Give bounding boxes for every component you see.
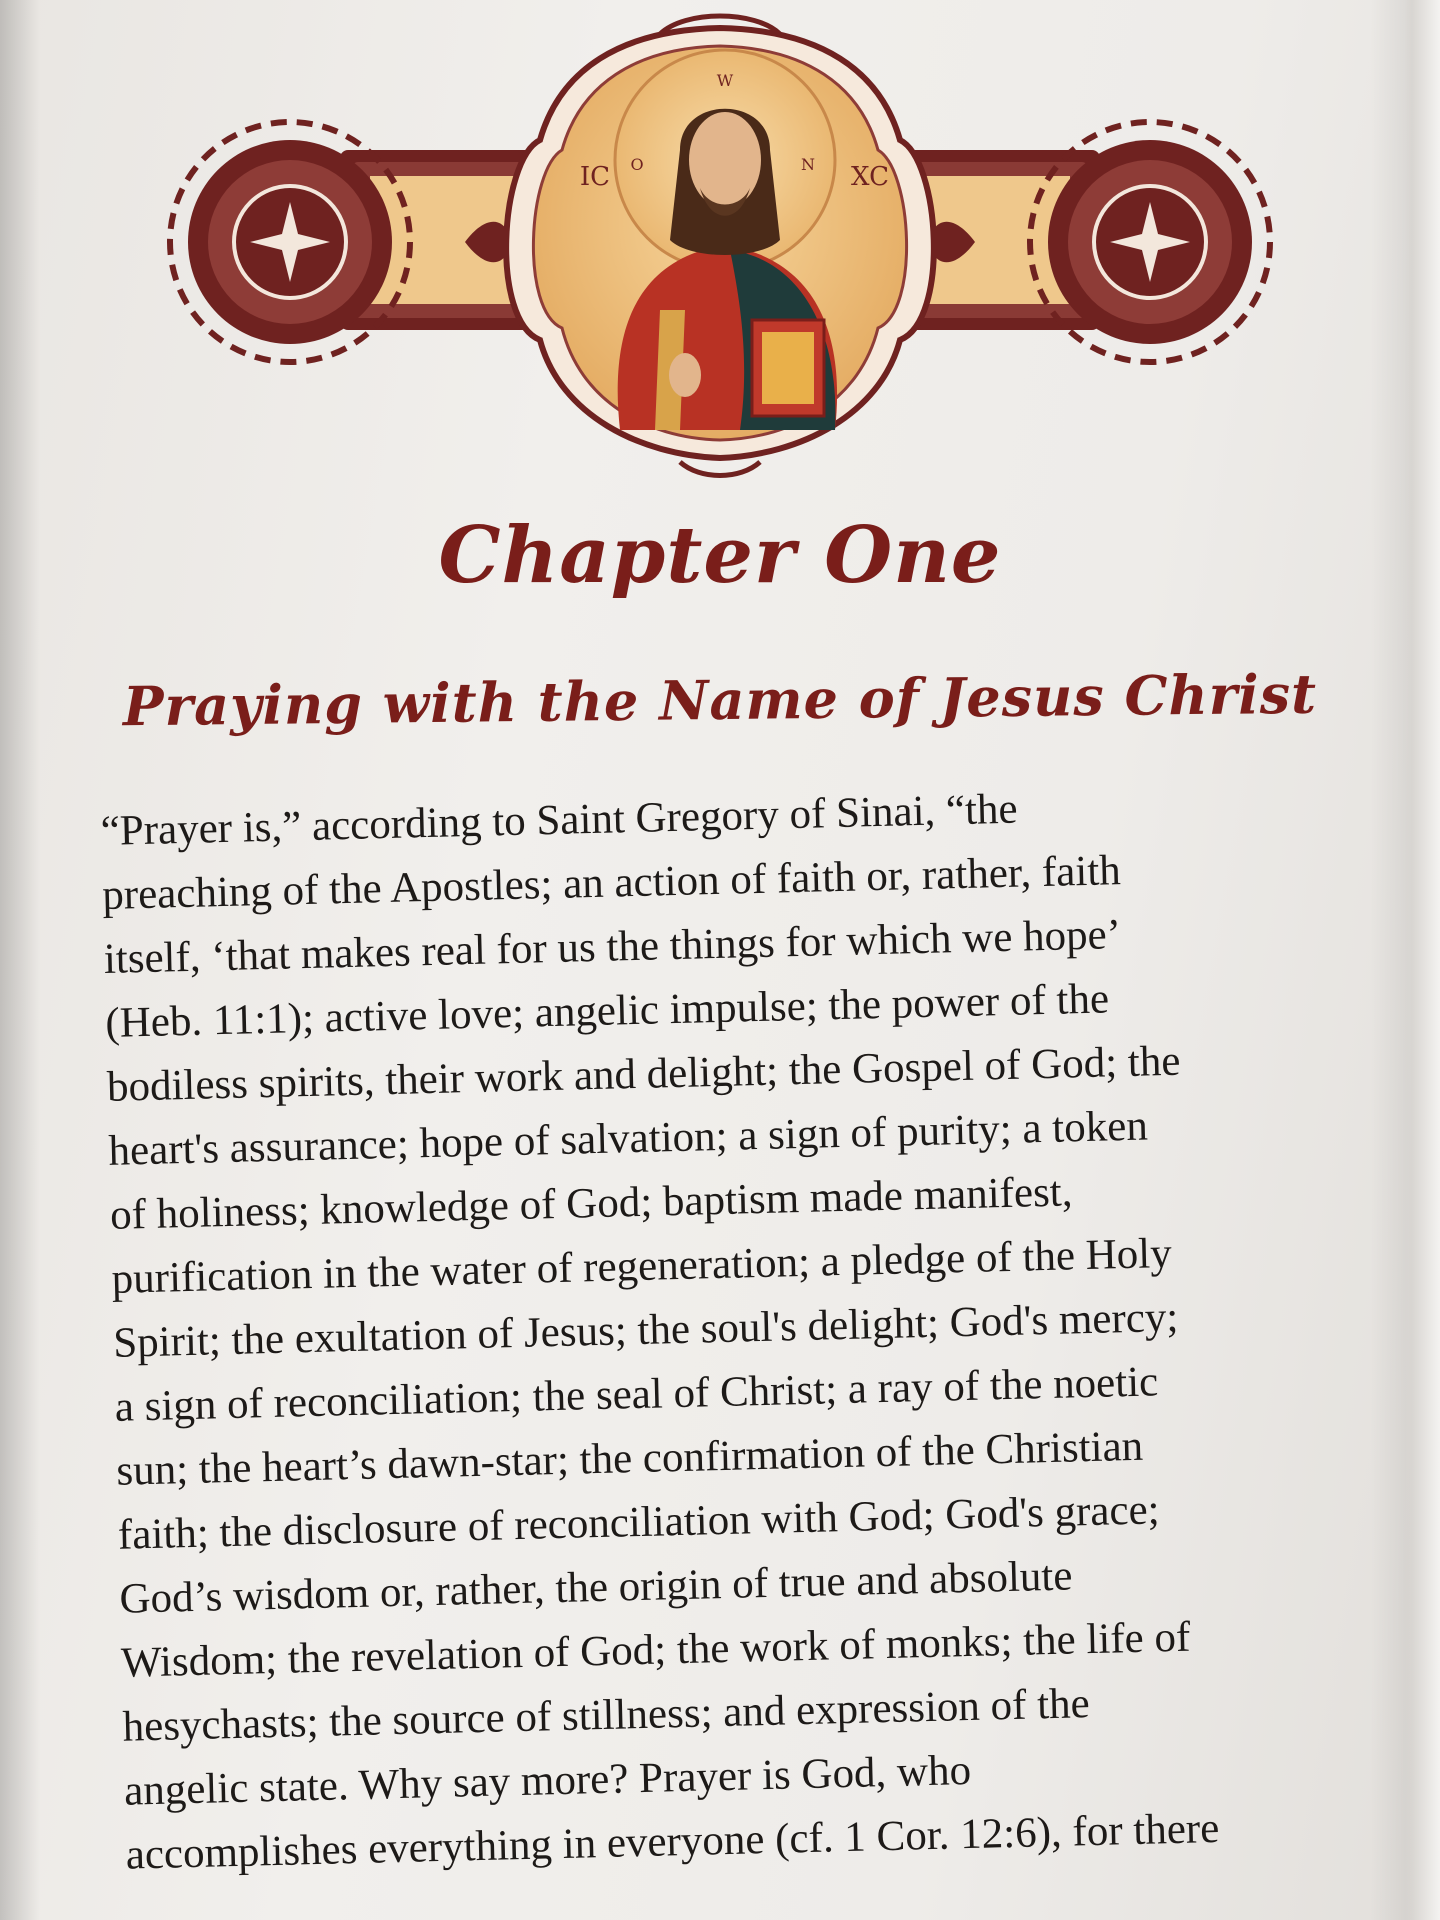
body-line: God’s wisdom or, rather, the origin of true and absolute — [118, 1552, 1073, 1623]
body-line: (Heb. 11:1); active love; angelic impulse; the power of the — [104, 975, 1110, 1047]
body-line: preaching of the Apostles; an action of faith or, rather, faith — [101, 847, 1122, 919]
body-line: Wisdom; the revelation of God; the work of monks; the life of — [120, 1613, 1191, 1687]
halo-top-letter: W — [716, 71, 734, 90]
body-line: angelic state. Why say more? Prayer is God, who — [123, 1747, 972, 1815]
chapter-subtitle: Praying with the Name of Jesus Christ — [122, 661, 1318, 739]
body-line: Spirit; the exultation of Jesus; the soul's delight; God's mercy; — [112, 1293, 1179, 1367]
body-line: of holiness; knowledge of God; baptism made manifest, — [109, 1168, 1073, 1239]
chapter-title: Chapter One — [438, 510, 1002, 601]
body-line: accomplishes everything in everyone (cf. 1 Cor. 12:6), for there — [125, 1804, 1220, 1879]
body-line: hesychasts; the source of stillness; and expression of the — [122, 1680, 1091, 1751]
right-inscription: XC — [851, 162, 889, 192]
body-line: “Prayer is,” according to Saint Gregory of Sinai, “the — [100, 785, 1019, 855]
body-text — [100, 768, 1416, 1887]
icon-ornament-header — [140, 10, 1300, 480]
body-line: itself, ‘that makes real for us the things for which we hope’ — [103, 911, 1122, 983]
left-inscription: IC — [579, 162, 611, 192]
body-line: sun; the heart’s dawn-star; the confirmation of the Christian — [115, 1422, 1144, 1495]
body-line: purification in the water of regeneration; a pledge of the Holy — [111, 1229, 1173, 1303]
halo-left-letter: O — [630, 155, 644, 174]
spine-shadow — [0, 0, 40, 1920]
body-line: faith; the disclosure of reconciliation with God; God's grace; — [117, 1486, 1161, 1559]
body-line: bodiless spirits, their work and delight; the Gospel of God; the — [106, 1037, 1181, 1111]
body-line: a sign of reconciliation; the seal of Christ; a ray of the noetic — [114, 1358, 1159, 1431]
halo-right-letter: N — [801, 155, 815, 174]
body-line: heart's assurance; hope of salvation; a sign of purity; a token — [108, 1102, 1149, 1175]
